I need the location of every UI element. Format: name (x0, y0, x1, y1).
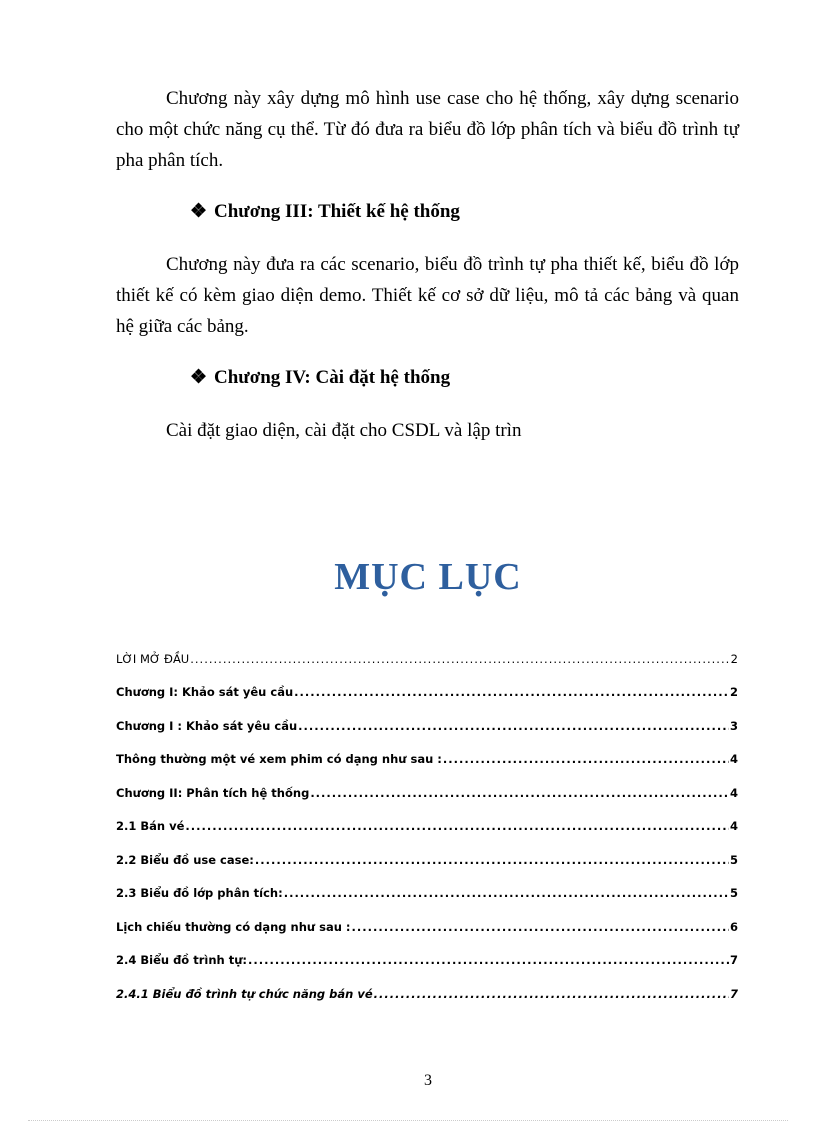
toc-leader-dots (190, 651, 729, 667)
toc-entry-text: Thông thường một vé xem phim có dạng như sau : (116, 752, 442, 766)
toc-entry[interactable] (116, 718, 738, 734)
toc-entry[interactable] (116, 919, 738, 935)
toc-entry-page: 4 (729, 819, 738, 833)
diamond-bullet-icon: ❖ (190, 367, 208, 388)
toc-entry[interactable] (116, 684, 738, 700)
toc-leader-dots (352, 919, 729, 935)
toc-leader-dots (185, 818, 729, 834)
page-bottom-divider (28, 1120, 788, 1121)
toc-leader-dots (374, 986, 729, 1002)
toc-entry[interactable] (116, 885, 738, 901)
toc-leader-dots (310, 785, 729, 801)
toc-entry-text: Chương II: Phân tích hệ thống (116, 786, 310, 800)
table-of-contents-title: MỤC LỤC (334, 556, 522, 598)
toc-leader-dots (294, 684, 729, 700)
toc-entry[interactable] (116, 818, 738, 834)
toc-entry[interactable] (116, 651, 738, 667)
toc-entry[interactable] (116, 952, 738, 968)
diamond-bullet-icon: ❖ (190, 201, 208, 222)
toc-entry-text: 2.4.1 Biểu đồ trình tự chức năng bán vé (116, 987, 373, 1001)
chapter-3-heading-text: Chương III: Thiết kế hệ thống (214, 201, 460, 222)
toc-leader-dots (284, 885, 729, 901)
chapter-4-heading (190, 366, 450, 390)
toc-entry[interactable] (116, 852, 738, 868)
intro-paragraph-chapter-2: Chương này xây dựng mô hình use case cho hệ thống, xây dựng scenario cho một chức năng cụ thể. Từ đó đưa ra biểu đồ lớp phân tích và biểu đồ trình tự pha phân tích. (116, 88, 739, 171)
toc-entry-text: Chương I: Khảo sát yêu cầu (116, 685, 294, 699)
toc-entry-text: 2.3 Biểu đồ lớp phân tích: (116, 886, 283, 900)
toc-entry-page: 3 (729, 719, 738, 733)
toc-leader-dots (248, 952, 729, 968)
intro-paragraph-chapter-3: Chương này đưa ra các scenario, biểu đồ trình tự pha thiết kế, biểu đồ lớp thiết kế có kèm giao diện demo. Thiết kế cơ sở dữ liệu, mô tả các bảng và quan hệ giữa các bảng. (116, 254, 739, 337)
toc-entry[interactable] (116, 785, 738, 801)
toc-entry-page: 5 (729, 853, 738, 867)
toc-entry-page: 2 (730, 652, 738, 666)
toc-entry-text: 2.1 Bán vé (116, 819, 185, 833)
intro-paragraph-chapter-4: Cài đặt giao diện, cài đặt cho CSDL và lập trìn (166, 420, 522, 441)
toc-leader-dots (255, 852, 729, 868)
toc-entry-text: Lịch chiếu thường có dạng như sau : (116, 920, 351, 934)
toc-entry-page: 7 (729, 953, 738, 967)
toc-entry-text: Chương I : Khảo sát yêu cầu (116, 719, 298, 733)
page-number: 3 (424, 1072, 432, 1089)
toc-leader-dots (443, 751, 729, 767)
toc-entry-page: 4 (729, 752, 738, 766)
toc-entry-page: 2 (729, 685, 738, 699)
toc-entry-page: 7 (729, 987, 738, 1001)
toc-entry[interactable] (116, 986, 738, 1002)
toc-entry[interactable] (116, 751, 738, 767)
toc-entry-page: 4 (729, 786, 738, 800)
chapter-4-heading-text: Chương IV: Cài đặt hệ thống (214, 367, 451, 388)
toc-entry-text: 2.2 Biểu đồ use case: (116, 853, 254, 867)
toc-entry-page: 6 (729, 920, 738, 934)
toc-entry-text: LỜI MỞ ĐẦU (116, 652, 190, 666)
chapter-3-heading (190, 200, 460, 224)
toc-entry-page: 5 (729, 886, 738, 900)
toc-leader-dots (298, 718, 729, 734)
toc-entry-text: 2.4 Biểu đồ trình tự: (116, 953, 247, 967)
